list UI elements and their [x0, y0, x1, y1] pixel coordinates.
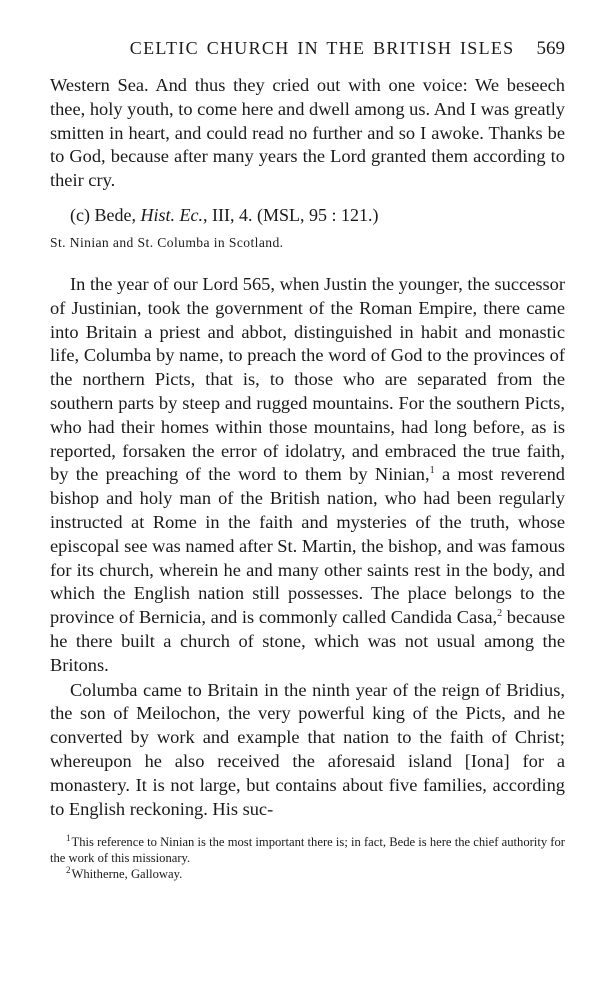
footnote-2-mark: 2: [66, 865, 71, 876]
footnote-1-mark: 1: [66, 833, 71, 844]
running-header-title: CELTIC CHURCH IN THE BRITISH ISLES: [129, 38, 515, 58]
body-paragraph-2: Columba came to Britain in the ninth year of the reign of Bridius, the son of Meilochon, the very powerful king of the Picts, and he converted by work and example that nation to the faith of Christ; whereupon he also received the aforesaid island [Iona] for a monastery. It is not large, but contains about five families, according to English reckoning. His suc-: [50, 679, 565, 819]
opening-paragraph: Western Sea. And thus they cried out with one voice: We beseech thee, holy youth, to come here and dwell among us. And I was greatly smitten in heart, and could read no further and so I awoke. Thanks be to God, because after many years the Lord granted them according to their cry.: [50, 75, 565, 191]
citation-work-title: Hist. Ec.: [140, 204, 203, 225]
book-page: [50, 38, 565, 882]
body-paragraph-1-part-1: In the year of our Lord 565, when Justin the younger, the successor of Justinian, took the government of the Roman Empire, there came into Britain a priest and abbot, distinguished in habit and monastic life, Columba by name, to preach the word of God to the provinces of the northern Picts, that is, to those who are separated from the southern parts by steep and rugged mountains. For the southern Picts, who had their homes within those mountains, had long before, as is reported, forsaken the error of idolatry, and embraced the true faith, by the preaching of the word to them by Ninian,: [50, 273, 565, 485]
body-paragraph-1-part-3: because he there built a church of stone, which was not usual among the Britons.: [50, 607, 565, 675]
running-header: [50, 38, 565, 68]
footnote-1-text: This reference to Ninian is the most important there is; in fact, Bede is here the chief authority for the work of this missionary.: [50, 835, 565, 866]
footnote-2: [50, 866, 565, 882]
footnote-1: [50, 834, 565, 866]
citation-suffix: , III, 4. (MSL, 95 : 121.): [202, 204, 379, 225]
footnotes: [50, 834, 565, 882]
section-subtitle: St. Ninian and St. Columba in Scotland.: [50, 234, 284, 250]
body-paragraph-1-part-2: a most reverend bishop and holy man of the British nation, who had been regularly instructed at Rome in the faith and mysteries of the truth, whose episcopal see was named after St. Martin, the bishop, and was famous for its church, wherein he and many other saints rest in the body, and which the English nation still possesses. The place belongs to the province of Bernicia, and is commonly called Candida Casa,: [50, 464, 565, 628]
source-citation: [70, 203, 565, 227]
page-number: 569: [536, 38, 565, 59]
body-paragraph-1: [50, 273, 565, 678]
citation-prefix: (c) Bede,: [70, 204, 141, 225]
footnote-reference-2: 2: [497, 608, 503, 620]
footnote-reference-1: 1: [429, 465, 435, 477]
footnote-2-text: Whitherne, Galloway.: [71, 867, 183, 882]
